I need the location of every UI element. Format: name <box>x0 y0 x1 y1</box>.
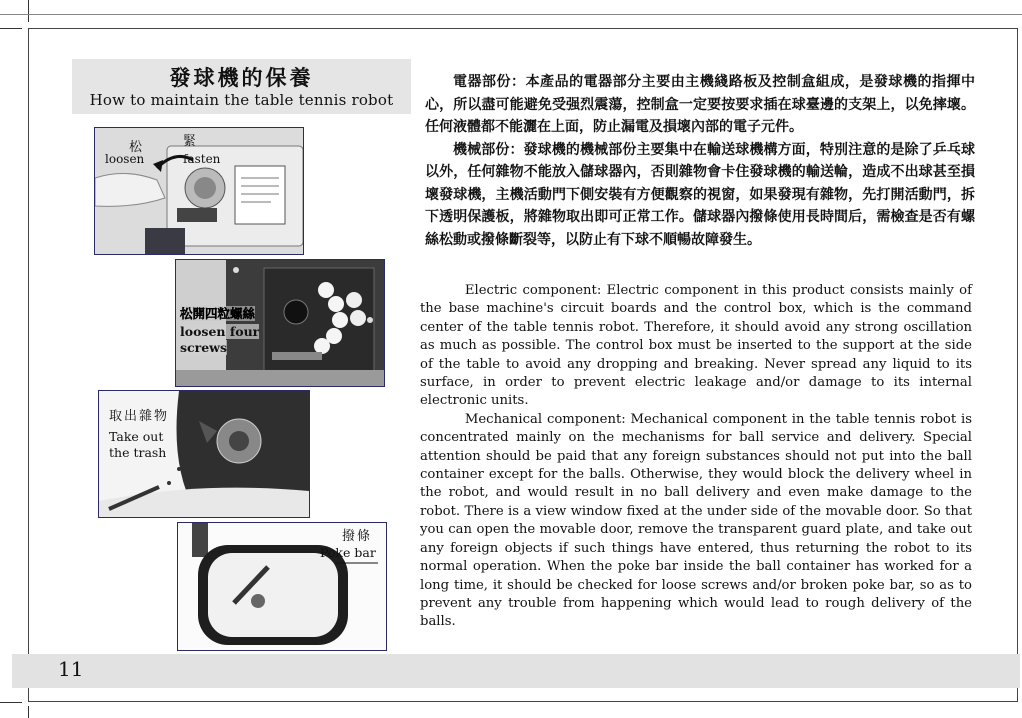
crop-mark-bottom-left <box>28 706 29 718</box>
label-loosen-four-en: loosen four <box>180 324 260 339</box>
crop-mark-bottom-left-h <box>0 702 22 703</box>
page-number: 11 <box>58 657 84 681</box>
title-chinese: 發球機的保養 <box>169 65 314 90</box>
label-loosen-en: loosen <box>105 152 145 166</box>
english-paragraph-mechanical: Mechanical component: Mechanical component in the table tennis robot is concentrated mainly on the mechanisms for ball service and delivery. Special attention should be paid that any foreign substances should not put into the ball container except for the balls. Otherwise, they would block the delivery wheel in the robot, and would result in no ball delivery and even make damage to the robot. There is a view window fixed at the under side of the movable door. So that you can open the movable door, remove the transparent guard plate, and take out any foreign objects if such things have entered, thus returning the robot to its normal operation. When the poke bar inside the ball container has worked for a long time, it should be checked for loose screws and/or broken poke bar, so as to prevent any trouble from happening which would lead to rough delivery of the balls. <box>420 411 972 630</box>
label-screws-en: screws <box>180 340 227 355</box>
footer-bar <box>12 654 1020 688</box>
label-fasten-zh: 緊 <box>183 134 197 149</box>
label-take-out-en: Take out <box>109 429 164 444</box>
label-poke-bar-en: Poke bar <box>320 545 376 560</box>
title-english: How to maintain the table tennis robot <box>89 91 394 109</box>
chinese-body-text <box>425 71 975 251</box>
figure-loosen-screws <box>175 259 385 387</box>
english-paragraph-electric: Electric component: Electric component in this product consists mainly of the base machine's circuit boards and the control box, which is the command center of the table tennis robot. Therefore, it should avoid any strong oscillation as much as possible. The control box must be inserted to the support at the side of the table to avoid any dropping and breaking. Never spread any liquid to its surface, in order to prevent electric leakage and/or damage to its internal electronic units. <box>420 283 972 409</box>
figure-control-box <box>94 127 304 255</box>
label-take-out-trash-zh: 取出雜物 <box>109 409 170 424</box>
english-body-text <box>420 282 972 632</box>
label-loosen-four-screws-zh: 松開四粒螺絲 <box>180 306 256 321</box>
label-poke-bar-zh: 撥條 <box>342 529 373 544</box>
label-fasten-en: fasten <box>183 152 221 166</box>
control-box-photo <box>95 128 303 254</box>
label-loosen-zh: 松 <box>129 140 143 155</box>
figure-poke-bar <box>177 522 387 651</box>
section-title-box <box>72 59 411 114</box>
crop-mark-top-rule <box>0 14 1022 15</box>
label-the-trash-en: the trash <box>109 445 167 460</box>
chinese-paragraph-mechanical: 機械部份：發球機的機械部份主要集中在輸送球機構方面，特別注意的是除了乒乓球以外，任何雜物不能放入儲球器內，否則雜物會卡住發球機的輸送輪，造成不出球甚至損壞發球機，主機活動門下側安裝有方便觀察的視窗，如果發現有雜物，先打開活動門，拆下透明保護板，將雜物取出即可正常工作。儲球器內撥條使用長時間后，需檢查是否有螺絲松動或撥條斷裂等，以防止有下球不順暢故障發生。 <box>425 141 975 248</box>
crop-mark-top-left-h <box>0 28 22 29</box>
chinese-paragraph-electric: 電器部份：本產品的電器部分主要由主機綫路板及控制盒組成，是發球機的指揮中心，所以盡可能避免受强烈震蕩，控制盒一定要按要求插在球臺邊的支架上，以免摔壞。任何液體都不能灑在上面，防止漏電及損壞內部的電子元件。 <box>425 74 975 135</box>
crop-mark-top-left <box>28 0 29 22</box>
figure-take-out-trash <box>98 390 310 518</box>
robot-door-photo <box>176 260 384 386</box>
